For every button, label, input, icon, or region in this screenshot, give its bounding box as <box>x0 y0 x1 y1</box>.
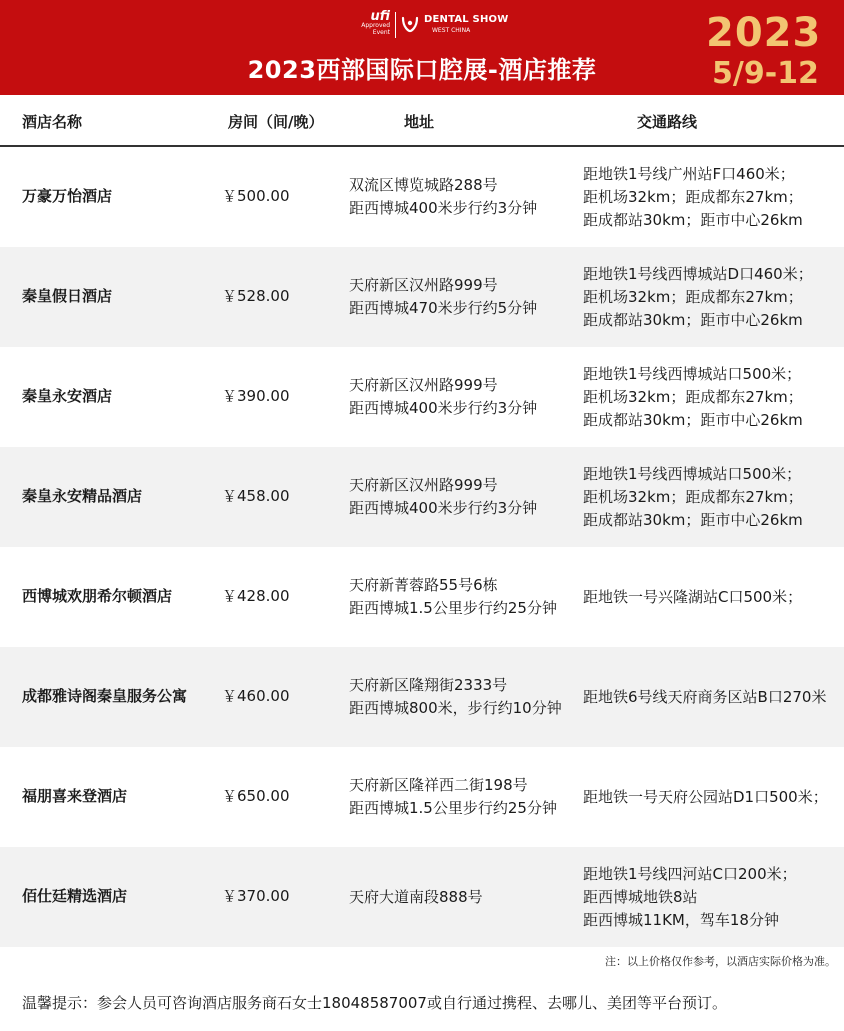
hotel-price: ￥370.00 <box>222 887 290 905</box>
page-title: 2023西部国际口腔展-酒店推荐 <box>247 56 597 84</box>
table-row <box>0 847 844 947</box>
hotel-route-line: 距地铁1号线西博城站D口460米； <box>583 264 813 283</box>
hotel-name: 秦皇永安精品酒店 <box>22 487 143 505</box>
footer-tip: 温馨提示：参会人员可咨询酒店服务商石女士18048587007或自行通过携程、去哪儿、美团等平台预订。 <box>22 994 727 1012</box>
table-row <box>0 547 844 647</box>
hotel-name: 西博城欢朋希尔顿酒店 <box>22 587 173 605</box>
hotel-name: 秦皇永安酒店 <box>22 387 113 405</box>
table-row <box>0 447 844 547</box>
hotel-route-line: 距成都站30km；距市中心26km <box>583 410 803 429</box>
hotel-route-line: 距地铁1号线四河站C口200米； <box>583 864 797 883</box>
hotel-address-line: 双流区博览城路288号 <box>349 176 498 194</box>
column-header-name: 酒店名称 <box>22 113 83 131</box>
hotel-route-line: 距机场32km；距成都东27km； <box>583 287 803 306</box>
hotel-name: 福朋喜来登酒店 <box>22 787 128 805</box>
hotel-address-line: 距西博城400米步行约3分钟 <box>349 199 538 217</box>
table-row <box>0 147 844 247</box>
hotel-route-line: 距地铁一号天府公园站D1口500米； <box>583 787 828 806</box>
hotel-address-line: 天府新区汉州路999号 <box>349 376 498 394</box>
logo-divider <box>395 12 396 38</box>
hotel-address-line: 天府新菁蓉路55号6栋 <box>349 576 498 594</box>
column-header-route: 交通路线 <box>637 113 698 131</box>
hotel-price: ￥650.00 <box>222 787 290 805</box>
price-note: 注：以上价格仅作参考，以酒店实际价格为准。 <box>605 955 836 968</box>
hotel-address-line: 天府新区汉州路999号 <box>349 276 498 294</box>
page-header <box>0 0 844 95</box>
hotel-route-line: 距成都站30km；距市中心26km <box>583 210 803 229</box>
table-row <box>0 647 844 747</box>
hotel-address-line: 距西博城400米步行约3分钟 <box>349 399 538 417</box>
hotel-route-line: 距地铁1号线西博城站口500米； <box>583 364 802 383</box>
table-row <box>0 347 844 447</box>
hotel-price: ￥458.00 <box>222 487 290 505</box>
hotel-route-line: 距地铁1号线广州站F口460米； <box>583 164 795 183</box>
hotel-route-line: 距成都站30km；距市中心26km <box>583 510 803 529</box>
hotel-price: ￥500.00 <box>222 187 290 205</box>
hotel-route-line: 距地铁一号兴隆湖站C口500米； <box>583 587 803 606</box>
hotel-name: 万豪万怡酒店 <box>22 187 113 205</box>
hotel-name: 秦皇假日酒店 <box>22 287 113 305</box>
hotel-address-line: 天府新区隆翔街2333号 <box>349 676 508 694</box>
hotel-price: ￥428.00 <box>222 587 290 605</box>
hotel-address-line: 距西博城400米步行约3分钟 <box>349 499 538 517</box>
dental-show-title: DENTAL SHOW <box>424 14 509 25</box>
ufi-logo <box>344 9 390 42</box>
hotel-address-line: 距西博城1.5公里步行约25分钟 <box>349 599 557 617</box>
table-row <box>0 747 844 847</box>
hotel-price: ￥390.00 <box>222 387 290 405</box>
hotel-name: 佰仕廷精选酒店 <box>22 887 128 905</box>
hotel-address-line: 距西博城470米步行约5分钟 <box>349 299 538 317</box>
column-header-price: 房间（间/晚） <box>228 113 324 131</box>
hotel-route-line: 距机场32km；距成都东27km； <box>583 387 803 406</box>
tooth-icon <box>400 14 420 34</box>
ufi-logo-line2: Event <box>372 29 390 36</box>
table-row <box>0 247 844 347</box>
dental-show-logo <box>400 12 530 38</box>
hotel-address-line: 距西博城1.5公里步行约25分钟 <box>349 799 557 817</box>
hotel-route-line: 距西博城地铁8站 <box>583 887 698 906</box>
hotel-route-line: 距西博城11KM，驾车18分钟 <box>583 910 779 929</box>
table-header <box>0 95 844 147</box>
ufi-logo-text: ufi <box>370 9 390 24</box>
hotel-price: ￥528.00 <box>222 287 290 305</box>
hotel-route-line: 距机场32km；距成都东27km； <box>583 187 803 206</box>
hotel-route-line: 距成都站30km；距市中心26km <box>583 310 803 329</box>
hotel-price: ￥460.00 <box>222 687 290 705</box>
hotel-route-line: 距地铁1号线西博城站口500米； <box>583 464 802 483</box>
hotel-address-line: 天府新区汉州路999号 <box>349 476 498 494</box>
dental-show-subtitle: WEST CHINA <box>432 27 471 34</box>
hotel-route-line: 距地铁6号线天府商务区站B口270米 <box>583 687 827 706</box>
column-header-address: 地址 <box>404 113 435 131</box>
hotel-name: 成都雅诗阁秦皇服务公寓 <box>22 687 188 705</box>
event-year: 2023 <box>706 10 822 56</box>
hotel-address-line: 天府新区隆祥西二街198号 <box>349 776 528 794</box>
hotel-address-line: 距西博城800米，步行约10分钟 <box>349 699 562 717</box>
hotel-route-line: 距机场32km；距成都东27km； <box>583 487 803 506</box>
hotel-table-body <box>0 147 844 947</box>
ufi-logo-line1: Approved <box>361 22 390 29</box>
event-date: 5/9-12 <box>712 56 819 91</box>
hotel-address-line: 天府大道南段888号 <box>349 887 483 906</box>
